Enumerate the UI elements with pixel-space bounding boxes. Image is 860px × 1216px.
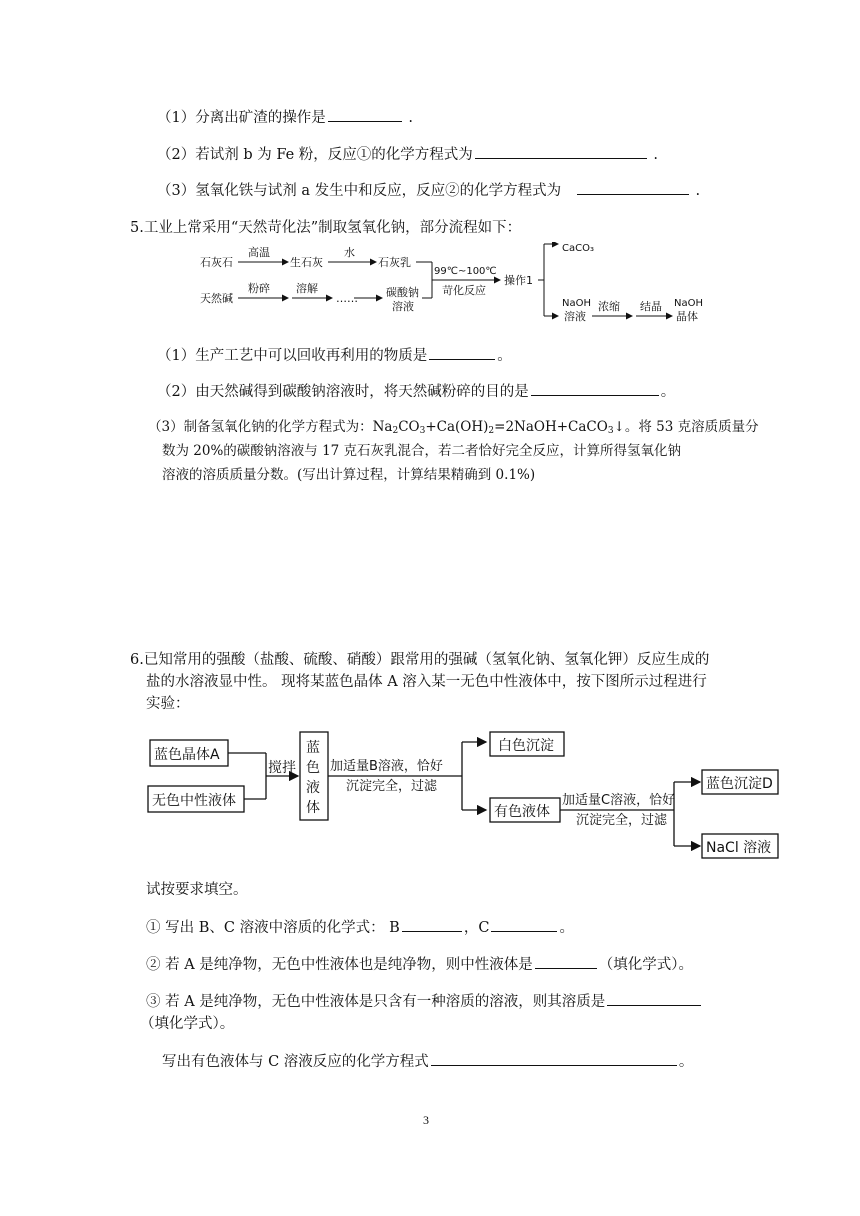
flow-water: 水 [344,246,355,259]
q4-part3-text: （3）氢氧化铁与试剂 a 发生中和反应，反应②的化学方程式为 [157,183,562,199]
q5-part3-text: （3）制备氢氧化钠的化学方程式为：Na [148,419,393,435]
flow-crush: 粉碎 [248,282,270,295]
q6-answer3 [146,991,703,1012]
flow-caco3: CaCO₃ [562,243,594,254]
q5-part2 [157,381,675,402]
q6-answer4-end: 。 [678,1054,694,1070]
q6-flowchart [140,728,790,863]
flow-naoh-solution-label: 溶液 [564,310,586,323]
flow-blue-precipitate-d: 蓝色沉淀D [706,776,773,792]
flow-caustic-reaction: 苛化反应 [442,284,486,297]
flow-dissolve: 溶解 [296,282,318,295]
flow-naoh-crystal-label: 晶体 [676,310,698,323]
flow-add-c-filter: 沉淀完全，过滤 [576,813,668,828]
flow-naoh-solution: NaOH [562,298,591,309]
flow-na2co3-solution: 溶液 [392,300,414,313]
q5-part1-text: （1）生产工艺中可以回收再利用的物质是 [157,348,428,364]
q5-part3-line2: 数为 20%的碳酸钠溶液与 17 克石灰乳混合，若二者恰好完全反应，计算所得氢氧化钠 [162,443,682,459]
flow-colored-liquid: 有色液体 [494,804,550,820]
answer-blank-c[interactable] [491,917,557,932]
flow-crystallize: 结晶 [640,300,662,313]
q5-part3-co: CO [398,419,420,435]
flow-lime-milk: 石灰乳 [378,256,411,269]
q5-part1-end: 。 [497,348,512,364]
flow-temperature: 99℃~100℃ [434,266,497,277]
subscript: 2 [392,426,399,436]
q6-answer4 [162,1051,693,1072]
subscript: 3 [419,426,426,436]
q6-answer3-line2: （填化学式）。 [140,1016,235,1032]
answer-blank[interactable] [535,954,597,969]
subscript: 3 [607,426,614,436]
flow-white-precipitate: 白色沉淀 [498,738,554,754]
q6-answer1-end: 。 [559,920,574,936]
q6-answer1 [146,917,574,938]
q4-part2 [157,144,658,165]
q4-part2-text: （2）若试剂 b 为 Fe 粉，反应①的化学方程式为 [157,147,473,163]
flow-add-b: 加适量B溶液，恰好 [330,759,443,774]
flow-blue-crystal: 蓝色晶体A [154,747,220,763]
answer-blank[interactable] [431,1051,677,1066]
answer-blank[interactable] [607,991,701,1006]
q4-part1-text: （1）分离出矿渣的操作是 [157,110,326,126]
answer-blank[interactable] [531,381,659,396]
q5-flowchart [196,242,736,332]
flow-add-b-filter: 沉淀完全，过滤 [346,779,438,794]
q6-stem-line1: 6.已知常用的强酸（盐酸、硫酸、硝酸）跟常用的强碱（氢氧化钠、氢氧化钾）反应生成的 [130,652,710,668]
q5-part3-line3: 溶液的溶质质量分数。(写出计算过程，计算结果精确到 0.1%) [162,467,536,483]
q4-part3-end: . [690,183,701,199]
flow-naoh-crystal: NaOH [674,298,703,309]
flow-colorless-liquid: 无色中性液体 [152,793,236,809]
q5-part3-caoh: +Ca(OH) [425,419,489,435]
flow-dots: …… [336,292,358,305]
q6-answer2 [146,954,693,975]
flow-stir: 搅拌 [268,760,296,776]
q5-part3-products: =2NaOH+CaCO [494,419,608,435]
q5-part2-text: （2）由天然碱得到碳酸钠溶液时，将天然碱粉碎的目的是 [157,384,529,400]
subscript: 2 [488,426,495,436]
answer-blank-b[interactable] [402,917,462,932]
flow-high-temp: 高温 [248,246,270,259]
q4-part3 [157,180,700,201]
flow-nacl-solution: NaCl 溶液 [706,840,772,856]
q6-answer1-text: ① 写出 B、C 溶液中溶质的化学式： B [146,920,400,936]
q6-answer2-text: ② 若 A 是纯净物，无色中性液体也是纯净物，则中性液体是 [146,957,533,973]
answer-blank[interactable] [577,180,689,195]
answer-blank[interactable] [429,345,495,360]
q6-stem-line2: 盐的水溶液显中性。 现将某蓝色晶体 A 溶入某一无色中性液体中，按下图所示过程进行 [146,674,707,690]
q6-stem-line3: 实验： [146,696,190,712]
q4-part2-end: . [648,147,659,163]
q5-part3-tail: ↓。将 53 克溶质质量分 [613,419,759,435]
q6-answer2-end: （填化学式）。 [598,957,694,973]
flow-blue-liquid-3: 液 [306,780,320,796]
flow-blue-liquid-1: 蓝 [306,740,320,756]
answer-blank[interactable] [328,107,402,122]
q6-answer4-text: 写出有色液体与 C 溶液反应的化学方程式 [162,1054,429,1070]
flow-add-c: 加适量C溶液，恰好 [562,793,676,808]
flow-limestone: 石灰石 [200,256,233,269]
q5-part1 [157,345,512,366]
q6-answer1-c: ，C [463,920,490,936]
page-number: 3 [423,1113,429,1127]
flow-blue-liquid-4: 体 [306,800,320,816]
flow-quicklime: 生石灰 [290,256,323,269]
q6-answer3-text: ③ 若 A 是纯净物，无色中性液体是只含有一种溶质的溶液，则其溶质是 [146,994,606,1010]
q5-part3-line1 [148,417,759,441]
flow-operation1: 操作1 [504,274,533,287]
q5-stem: 5.工业上常采用“天然苛化法”制取氢氧化钠，部分流程如下： [130,220,522,236]
answer-blank[interactable] [475,144,647,159]
q4-part1-end: . [403,110,413,126]
flow-blue-liquid-2: 色 [306,760,320,776]
q4-part1 [157,107,413,128]
flow-concentrate: 浓缩 [598,300,620,313]
flow-na2co3: 碳酸钠 [386,286,419,299]
q6-instruction: 试按要求填空。 [146,882,248,898]
q5-part2-end: 。 [660,384,676,400]
flow-natural-soda: 天然碱 [200,292,233,305]
